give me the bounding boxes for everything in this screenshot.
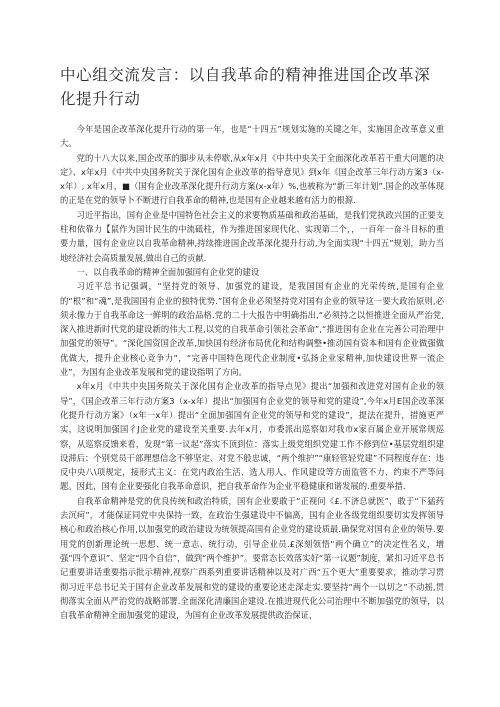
section-heading-one: 一、以自我革命的精神全面加强国有企业党的建设 (76, 266, 260, 277)
paragraph-party-leadership: 习近平总书记强调，“坚持党的领导、加强党的建设，是我国国有企业的光荣传统,是国有企业的“根”和“魂”,是我国国有企业的独特优势.”国有企业必须坚持党对国有企业的领导这一要大政治原则,必须永像力于自我革命这一鲜明的政治品格.党的二十大报告中明确指出,“必须持之以恒推进全面从严治党,深入推进新时代党的建设新的伟大工程,以党的自我革命引领社会革命”,“推进国有企业在完善公司治理中加强党的领导”。“深化国资国企改革,加快国有经济布局优化和结构调整•推动国有资本和国有企业做强做优做大，提升企业核心竞争力”，“完善中国特色现代企业制度•弘扬企业家精神,加快建设世界一流企业”，为国有企业改革发展和党的建设指明了方向。 (60, 281, 444, 378)
document-title: 中心组交流发言：以自我革命的精神推进国企改革深化提升行动 (60, 66, 431, 108)
paragraph-reform-history: 党的十八大以来,国企改革的脚步从未停歇,从x年x月《中共中央关于全面深化改革若干重大问题的决定》、x年x月《中共中央国务院关于深化国有企业改革的指导意见》到x年《国企改革三年行动方案3（x-x年）, x年x月，■（国有企业改革深化提升行动方案(x-x年）%,也被称为“新三年计划”.国企的改革体现的正是在党的领导卜不断进行自我革命的精神,也是国有企业越来越有活力的根源. (60, 152, 444, 206)
paragraph-self-revolution: 自我革命精神是党的优良传统和政治特质，国有企业要敢于“正视问《£.不济总就医”，敢于“下猛药去沉疴”，才能保证同党中央保持一致，在政治生强建设中不偏离，国有企业各级党组织要切实发挥领导核心和政治核心作用,以加强党的政治建设为统领提高国有企业党的建设质最.确保党对国有企业的领导.要用党的创新理论统一思想、统一意志、统行动，引导企业员.£深刻领悟“两个确立”的决定性名义，增强“四个意识”、坚定“四个自信”，做到“两个维护”。要常态长效落实好“第一议题”制度，紧扣习近平总书记重要讲话重要指示批示精神,视察广西系列重要讲话精神以及对广西“五个更大”重要要求，推动学习贯彻习近平总书记关于国有企业改革发展和党的建设的重要论述走深走实.要坚持“两个一以切之”不动摇,贯彻落实全面从严治党的战略部署.全面深化清廉国企建设.在推进现代化公司治理中不断加强党的领导，以自我革命精神全面加强党的建设，为国有企业改革发展提供政治保证， (60, 495, 444, 621)
document-body (60, 122, 444, 622)
paragraph-inspection-findings: x年x月《中共中央国务院关于深化国有企业改革的指导点见》提出“加强和改进党对国有企业的领导”，《国企改革三年行动方案3（x-x年）提出“加强国有企业党的领导和党的建设”,今年x月E国企改革深化提升行动方案》（x年一x年）提出“全面加强国有企业党的领导和党的建设”，提法在提升，措施更严实，这说明加强国彳J企业党的建设至关重要.去年x月，市委派出巡察如对我市x家百属企业开展常规巡察，从巡察反馈来看，发现“第一议起”落实不顶到位：落实上级党组织党建工作不修到位•基层党组织建设滞后：个别党员干部理想信念不够坚定、对党不般忠诚，“两个维护”“康轻管轻党建”不同程度存在：违反中央八\项规定，接形式主义：在党内政治生活、选人用人、作风建设等方面监管不力、约束不严等问题。因此，国有企业要强化自我革命意识，把自我革命作为企业平稳健康和谐发展的.重要举措. (60, 381, 444, 492)
paragraph-xi-remarks: 习近平指出，国有企业是中国特色社会主义的求要物质基础和政治基础，是我们党执政兴国的正要支柱和依靠力【鼠作为国计民生的中流砥柱，作为推进国家现代化、实现第二个，，一百年一奋斗目标的重要力量，国有企业应以自我革命精神,持续推进国企改革深化提升行动,为全面实现“十四五”规划，助力当地经济社会高质量发展,做出自己的贡献. (60, 209, 444, 263)
paragraph-intro: 今年是国企改革深化提升行动的第一年，也是“十四五”规划实施的关键之年，实施国企改革意义重大。 (60, 124, 444, 149)
